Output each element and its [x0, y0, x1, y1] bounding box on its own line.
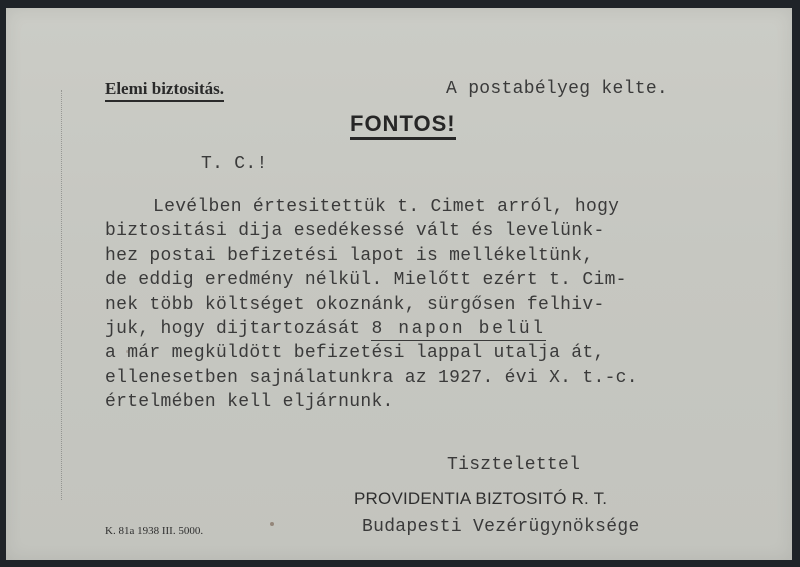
- body-line: hez postai befizetési lapot is mellékeltünk,: [105, 245, 594, 266]
- body-line: [105, 317, 715, 341]
- foxing-spot: [270, 522, 274, 526]
- body-line: biztositási dija esedékessé vált és levelünk-: [105, 221, 605, 242]
- insurance-type-heading: Elemi biztositás.: [105, 79, 224, 102]
- body-line: a már megküldött befizetési lappal utalja át,: [105, 343, 605, 364]
- fold-guide-line: [61, 90, 62, 500]
- foxing-spot: [126, 350, 129, 353]
- body-line: értelmében kell eljárnunk.: [105, 392, 394, 413]
- company-name: PROVIDENTIA BIZTOSITÓ R. T.: [354, 489, 608, 508]
- postmark-date-note: A postabélyeg kelte.: [446, 79, 669, 99]
- print-code: K. 81a 1938 III. 5000.: [105, 525, 204, 537]
- body-line-prefix: juk, hogy dijtartozását: [105, 318, 372, 339]
- letter-body: [105, 195, 715, 415]
- closing-greeting: Tisztelettel: [447, 455, 581, 475]
- important-title: FONTOS!: [350, 111, 456, 140]
- body-line: ellenesetben sajnálatunkra az 1927. évi X. t.-c.: [105, 367, 638, 388]
- body-line: nek több költséget okoznánk, sürgősen felhiv-: [105, 294, 605, 315]
- branch-name: Budapesti Vezérügynöksége: [362, 517, 640, 537]
- body-line: Levélben értesitettük t. Cimet arról, hogy: [153, 197, 620, 217]
- body-line: de eddig eredmény nélkül. Mielőtt ezért t. Cim-: [105, 270, 627, 291]
- salutation: T. C.!: [201, 154, 268, 174]
- deadline-underlined: 8 napon belül: [371, 318, 546, 339]
- postcard: [6, 8, 792, 560]
